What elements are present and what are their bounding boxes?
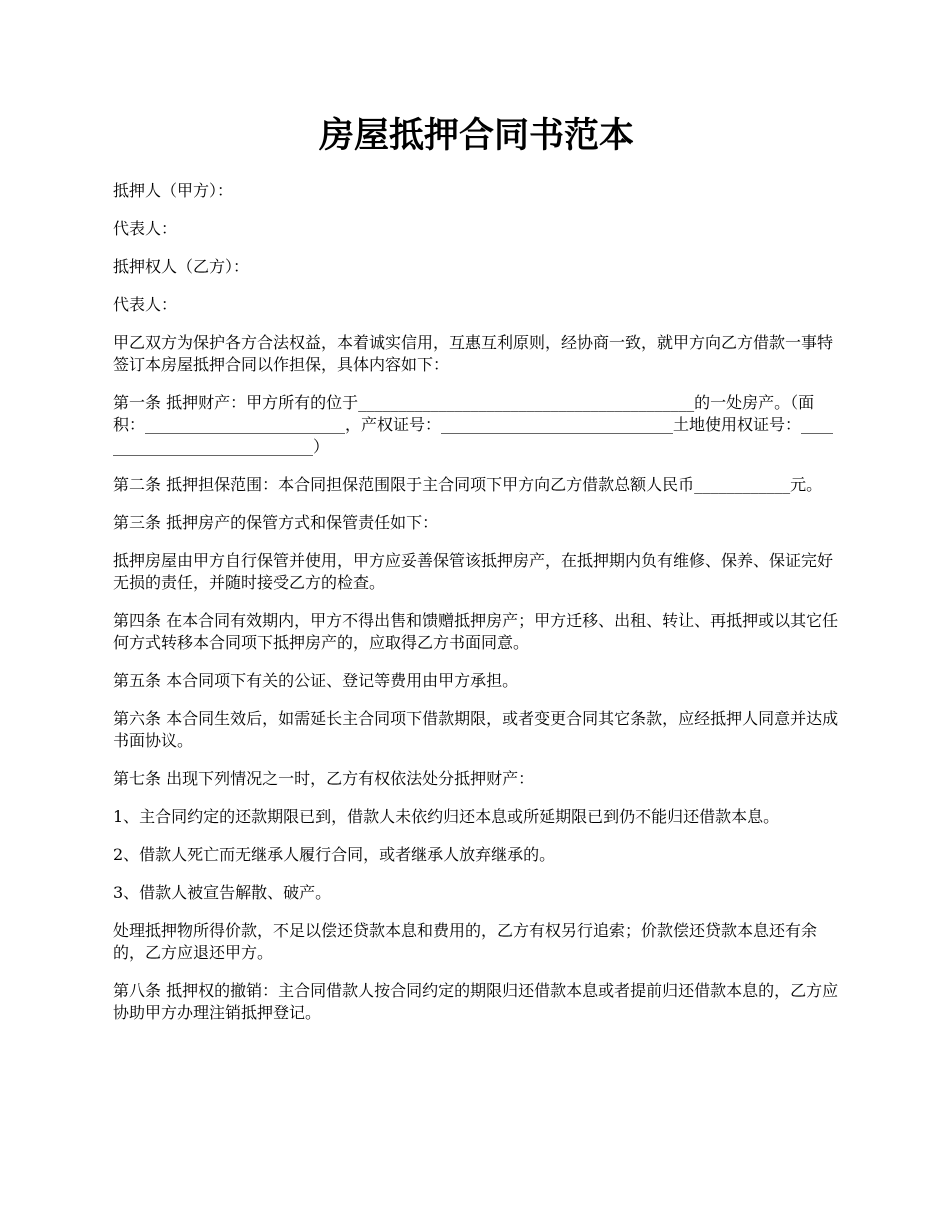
party-b-representative-line: 代表人： — [113, 295, 178, 314]
article-3-paragraph: 第三条 抵押房产的保管方式和保管责任如下： — [113, 513, 439, 532]
article-7-item-2: 2、借款人死亡而无继承人履行合同，或者继承人放弃继承的。 — [113, 845, 556, 864]
article-2-paragraph: 第二条 抵押担保范围：本合同担保范围限于主合同项下甲方向乙方借款总额人民币____________元。 — [113, 475, 823, 494]
article-7-paragraph: 第七条 出现下列情况之一时，乙方有权依法处分抵押财产： — [113, 769, 535, 788]
document-title: 房屋抵押合同书范本 — [318, 115, 634, 156]
document-body — [113, 180, 840, 1040]
article-8-paragraph: 第八条 抵押权的撤销：主合同借款人按合同约定的期限归还借款本息或者提前归还借款本息的，乙方应协助甲方办理注销抵押登记。 — [113, 981, 839, 1022]
article-7-item-3: 3、借款人被宣告解散、破产。 — [113, 883, 332, 902]
article-5-paragraph: 第五条 本合同项下有关的公证、登记等费用由甲方承担。 — [113, 671, 519, 690]
article-6-paragraph: 第六条 本合同生效后，如需延长主合同项下借款期限，或者变更合同其它条款，应经抵押人同意并达成书面协议。 — [113, 709, 839, 750]
party-a-line: 抵押人（甲方）： — [113, 181, 234, 200]
article-7-item-1: 1、主合同约定的还款期限已到，借款人未依约归还本息或所延期限已到仍不能归还借款本息。 — [113, 807, 780, 826]
article-3-detail-paragraph: 抵押房屋由甲方自行保管并使用，甲方应妥善保管该抵押房产，在抵押期内负有维修、保养、保证完好无损的责任，并随时接受乙方的检查。 — [113, 551, 834, 592]
preamble-paragraph: 甲乙双方为保护各方合法权益，本着诚实信用，互惠互利原则，经协商一致，就甲方向乙方借款一事特签订本房屋抵押合同以作担保，具体内容如下： — [113, 333, 834, 374]
article-1-paragraph: 第一条 抵押财产：甲方所有的位于__________________________________________的一处房产。（面积：_________________________，产权证号：_____________________________土地使用权证号：_____________________________） — [113, 393, 834, 456]
party-a-representative-line: 代表人： — [113, 219, 178, 238]
party-b-line: 抵押权人（乙方）： — [113, 257, 250, 276]
article-7-proceeds-paragraph: 处理抵押物所得价款，不足以偿还贷款本息和费用的，乙方有权另行追索；价款偿还贷款本息还有余的，乙方应退还甲方。 — [113, 921, 818, 962]
article-4-paragraph: 第四条 在本合同有效期内，甲方不得出售和馈赠抵押房产；甲方迁移、出租、转让、再抵押或以其它任何方式转移本合同项下抵押房产的，应取得乙方书面同意。 — [113, 611, 839, 652]
